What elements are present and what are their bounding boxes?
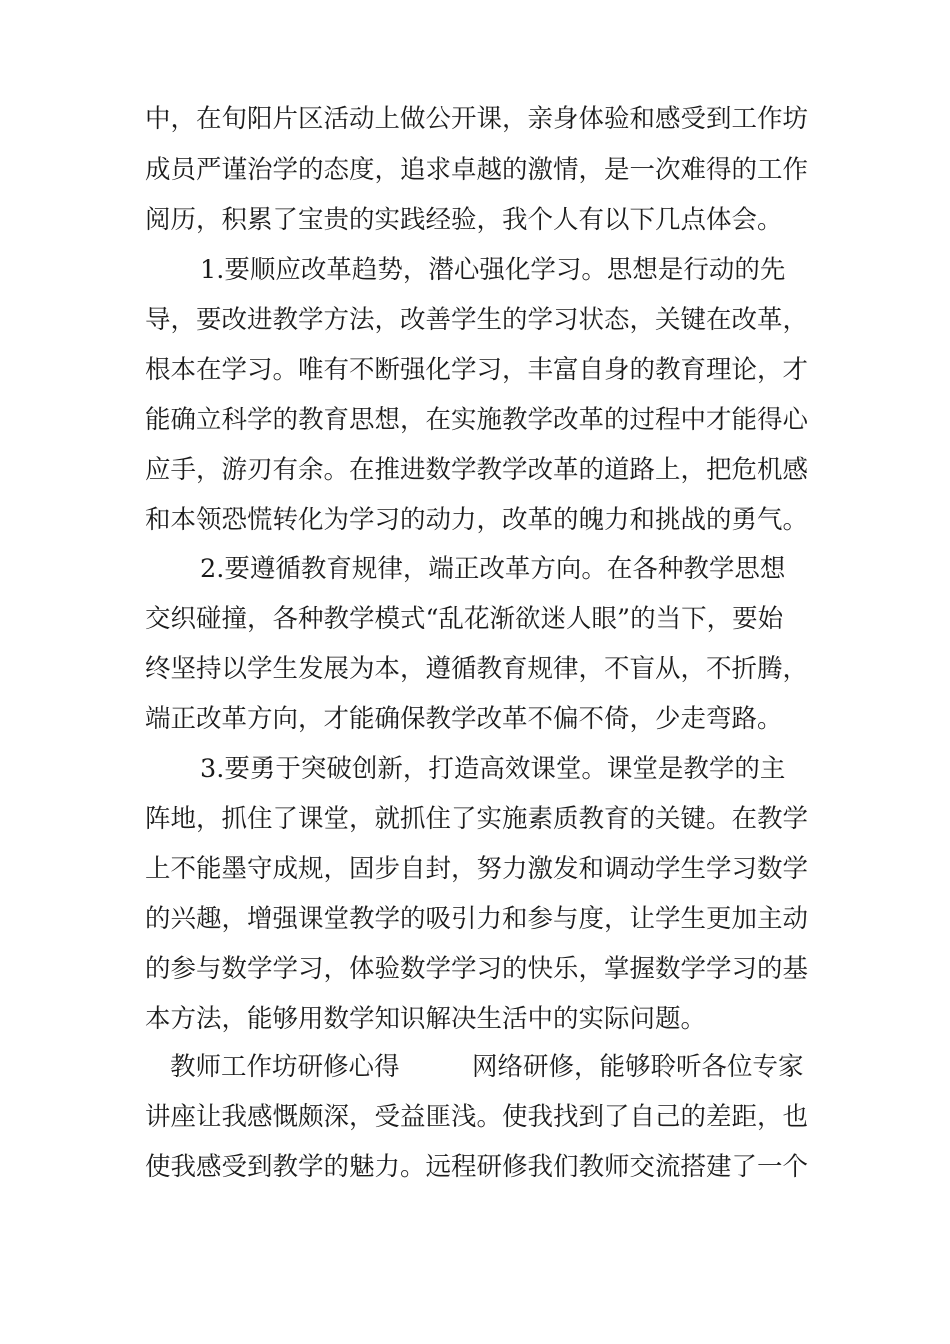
text-line: 能确立科学的教育思想，在实施教学改革的过程中才能得心: [145, 405, 809, 435]
text-line: 和本领恐慌转化为学习的动力，改革的魄力和挑战的勇气。: [145, 505, 809, 535]
numbered-point-2: 2.要遵循教育规律，端正改革方向。在各种教学思想: [200, 554, 786, 584]
text-line: 端正改革方向，才能确保教学改革不偏不倚，少走弯路。: [145, 704, 783, 734]
text-line: 成员严谨治学的态度，追求卓越的激情，是一次难得的工作: [145, 155, 809, 185]
text-line: 终坚持以学生发展为本，遵循教育规律，不盲从，不折腾，: [145, 654, 809, 684]
text-line: 讲座让我感慨颇深，受益匪浅。使我找到了自己的差距，也: [145, 1102, 809, 1132]
numbered-point-1: 1.要顺应改革趋势，潜心强化学习。思想是行动的先: [200, 255, 786, 285]
text-line: 应手，游刃有余。在推进数学教学改革的道路上，把危机感: [145, 455, 809, 485]
text-line: 本方法，能够用数学知识解决生活中的实际问题。: [145, 1004, 707, 1034]
text-line: 根本在学习。唯有不断强化学习，丰富自身的教育理论，才: [145, 355, 809, 385]
section-first-text: 网络研修，能够聆听各位专家: [472, 1052, 804, 1082]
text-line: 的兴趣，增强课堂教学的吸引力和参与度，让学生更加主动: [145, 904, 809, 934]
text-line: 上不能墨守成规，固步自封，努力激发和调动学生学习数学: [145, 854, 809, 884]
text-line: 的参与数学学习，体验数学学习的快乐，掌握数学学习的基: [145, 954, 809, 984]
text-line: 阵地，抓住了课堂，就抓住了实施素质教育的关键。在教学: [145, 804, 809, 834]
text-line: 导，要改进教学方法，改善学生的学习状态，关键在改革，: [145, 305, 809, 335]
section-title: 教师工作坊研修心得: [170, 1052, 400, 1082]
text-line: 使我感受到教学的魅力。远程研修我们教师交流搭建了一个: [145, 1152, 809, 1182]
text-line: 阅历，积累了宝贵的实践经验，我个人有以下几点体会。: [145, 205, 783, 235]
text-line: 中，在旬阳片区活动上做公开课，亲身体验和感受到工作坊: [145, 104, 809, 134]
section-line: [170, 1047, 815, 1087]
numbered-point-3: 3.要勇于突破创新，打造高效课堂。课堂是教学的主: [200, 754, 786, 784]
text-line: 交织碰撞，各种教学模式“乱花渐欲迷人眼”的当下，要始: [145, 604, 784, 634]
